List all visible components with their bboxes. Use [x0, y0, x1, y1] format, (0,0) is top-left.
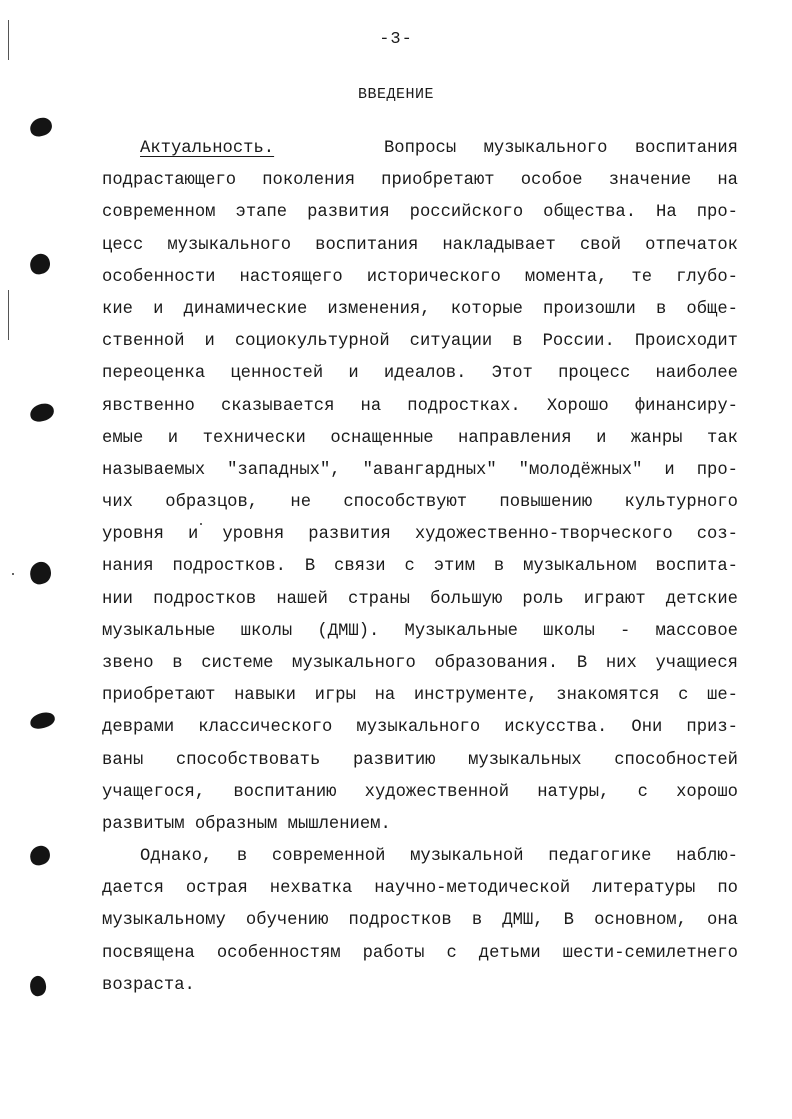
text-line: развитым образным мышлением. [102, 814, 391, 834]
text-line: кие и динамические изменения, которые произошли в обще- [102, 299, 738, 319]
text-line: музыкальному обучению подростков в ДМШ, В основном, она [102, 911, 738, 931]
text-line: Однако, в современной музыкальной педагогике наблю- [140, 847, 738, 866]
text-line: современном этапе развития российского общества. На про- [102, 203, 738, 223]
text-line: цесс музыкального воспитания накладывает свой отпечаток [102, 235, 738, 255]
section-heading: ВВЕДЕНИЕ [357, 86, 434, 103]
binding-hole-mark [28, 844, 52, 867]
text-line: явственно сказывается на подростках. Хорошо финансиру- [102, 396, 738, 416]
binding-hole-mark [28, 975, 48, 998]
text-line: деврами классического музыкального искусства. Они приз- [102, 718, 738, 738]
text-line: переоценка ценностей и идеалов. Этот процесс наиболее [102, 364, 738, 384]
text-line: уровня и уровня развития художественно-творческого соз- [102, 525, 738, 545]
text-line: ственной и социокультурной ситуации в России. Происходит [102, 332, 738, 352]
scan-speck [12, 573, 14, 575]
text-line: нания подростков. В связи с этим в музыкальном воспита- [102, 557, 738, 577]
text-line: особенности настоящего исторического момента, те глубо- [102, 267, 738, 287]
text-line: музыкальные школы (ДМШ). Музыкальные школы - массовое [102, 621, 738, 641]
relevance-lead: Актуальность. [140, 139, 275, 158]
binding-hole-mark [29, 711, 57, 731]
page-number: -3- [379, 30, 413, 49]
text-line: приобретают навыки игры на инструменте, знакомятся с ше- [102, 686, 738, 706]
text-line: подрастающего поколения приобретают особое значение на [102, 171, 738, 191]
text-line: емые и технически оснащенные направления и жанры так [102, 428, 738, 448]
text-line: чих образцов, не способствуют повышению культурного [102, 493, 738, 513]
text-line: называемых "западных", "авангардных" "молодёжных" и про- [102, 460, 738, 480]
text-line: учащегося, воспитанию художественной натуры, с хорошо [102, 782, 738, 802]
scan-edge-line [8, 290, 9, 340]
binding-hole-mark [28, 560, 53, 586]
binding-hole-mark [28, 252, 52, 276]
text-line: посвящена особенностям работы с детьми шести-семилетнего [102, 943, 738, 963]
paragraph-relevance [102, 133, 738, 841]
text-line: звено в системе музыкального образования. В них учащиеся [102, 654, 738, 673]
paragraph-however [102, 841, 738, 1002]
text-line: дается острая нехватка научно-методической литературы по [102, 879, 738, 899]
text-line: ваны способствовать развитию музыкальных способностей [102, 750, 738, 770]
text-line: Актуальность. Вопросы музыкального воспитания [140, 139, 738, 158]
binding-hole-mark [28, 116, 53, 138]
text-line: возраста. [102, 975, 195, 995]
text-line: нии подростков нашей страны большую роль играют детские [102, 589, 738, 609]
binding-hole-mark [28, 402, 55, 424]
